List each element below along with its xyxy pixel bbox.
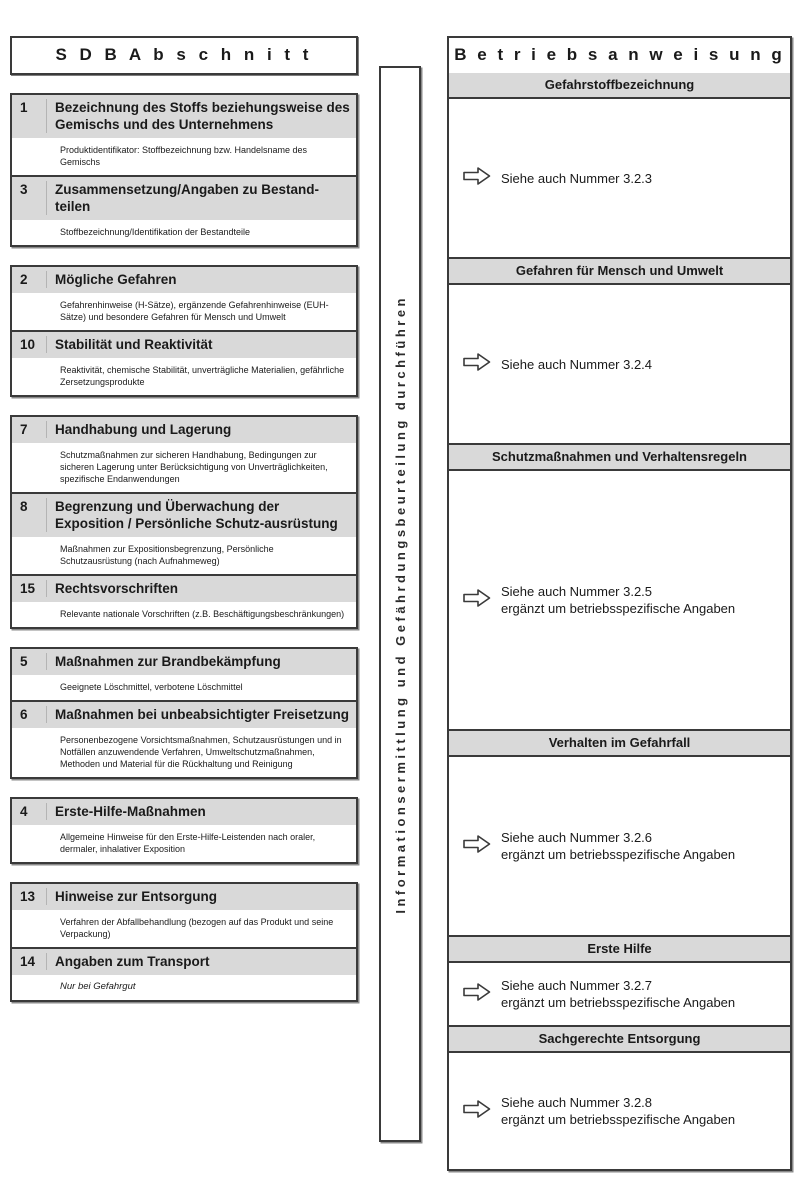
sdb-entry[interactable] — [12, 799, 356, 862]
sdb-entry-number: 5 — [18, 653, 47, 670]
ba-supplement-line: ergänzt um betriebsspezifische Angaben — [501, 601, 736, 616]
sdb-entry-title: Mögliche Gefahren — [55, 272, 177, 287]
right-arrow-icon — [463, 166, 491, 191]
ba-reference-line: Siehe auch Nummer 3.2.6 — [501, 830, 653, 845]
sdb-entry-number: 8 — [18, 498, 47, 532]
sdb-entry-number: 7 — [18, 421, 47, 438]
sdb-entry-header — [12, 177, 356, 220]
sdb-entry-description: Relevante nationale Vorschriften (z.B. Beschäftigungsbeschränkungen) — [12, 602, 356, 627]
process-flow-label: Informationsermittlung und Gefährdungsbeurteilung durchführen — [392, 294, 408, 914]
process-flow-column — [379, 66, 421, 1142]
sdb-column-title: S D B A b s c h n i t t — [10, 36, 358, 75]
process-flow-bar — [379, 66, 421, 1142]
betriebsanweisung-column — [447, 36, 792, 1181]
ba-section-text — [501, 829, 735, 863]
sdb-entry-header — [12, 649, 356, 675]
sdb-block — [10, 797, 358, 864]
ba-section-body[interactable] — [449, 285, 790, 443]
sdb-entry-number: 10 — [18, 336, 47, 353]
sdb-entry-number: 4 — [18, 803, 47, 820]
sdb-entry-header — [12, 884, 356, 910]
ba-supplement-line: ergänzt um betriebsspezifische Angaben — [501, 995, 736, 1010]
sdb-entry[interactable] — [12, 884, 356, 947]
right-arrow-icon — [463, 982, 491, 1007]
sdb-entry-title: Handhabung und Lagerung — [55, 422, 232, 437]
sdb-block — [10, 93, 358, 247]
ba-supplement-line: ergänzt um betriebsspezifische Angaben — [501, 1112, 736, 1127]
ba-section-body[interactable] — [449, 471, 790, 729]
ba-section-body[interactable] — [449, 757, 790, 935]
ba-reference-line: Siehe auch Nummer 3.2.3 — [501, 170, 653, 186]
sdb-entry-title: Rechtsvorschriften — [55, 581, 179, 596]
sdb-block — [10, 265, 358, 397]
sdb-entry-number: 2 — [18, 271, 47, 288]
sdb-entry-title: Angaben zum Transport — [55, 954, 210, 969]
sdb-entry[interactable] — [12, 330, 356, 395]
sdb-entry-description: Stoffbezeichnung/Identifikation der Bestandteile — [12, 220, 356, 245]
sdb-entry[interactable] — [12, 417, 356, 492]
sdb-block-list — [10, 93, 358, 1002]
sdb-entry[interactable] — [12, 574, 356, 627]
ba-reference-line: Siehe auch Nummer 3.2.7 — [501, 978, 653, 993]
sdb-entry-header — [12, 267, 356, 293]
ba-section-text — [501, 977, 735, 1011]
sdb-block — [10, 415, 358, 629]
sdb-entry[interactable] — [12, 649, 356, 700]
sdb-entry[interactable] — [12, 492, 356, 574]
ba-supplement-line: ergänzt um betriebsspezifische Angaben — [501, 847, 736, 862]
sdb-entry-number: 15 — [18, 580, 47, 597]
sdb-entry-description: Personenbezogene Vorsichtsmaßnahmen, Schutzausrüstungen und in Notfällen anzuwendende Verfahren, Umweltschutzmaßnahmen, Methoden und Material für die Rückhaltung und Reinigung — [12, 728, 356, 777]
ba-section-heading: Gefahrstoffbezeichnung — [449, 73, 790, 99]
right-arrow-icon — [463, 588, 491, 613]
ba-section-heading: Erste Hilfe — [449, 935, 790, 963]
sdb-entry-title: Stabilität und Reaktivität — [55, 337, 213, 352]
ba-section-text — [501, 1094, 735, 1128]
sdb-entry[interactable] — [12, 95, 356, 175]
right-arrow-icon — [463, 1099, 491, 1124]
sdb-entry-number: 14 — [18, 953, 47, 970]
ba-section-heading: Verhalten im Gefahrfall — [449, 729, 790, 757]
sdb-entry-title: Bezeichnung des Stoffs beziehungsweise des Gemischs und des Unternehmens — [55, 100, 350, 132]
ba-reference-line: Siehe auch Nummer 3.2.8 — [501, 1095, 653, 1110]
betriebsanweisung-title: B e t r i e b s a n w e i s u n g — [449, 38, 790, 73]
ba-section-heading: Schutzmaßnahmen und Verhaltensregeln — [449, 443, 790, 471]
sdb-entry-description: Nur bei Gefahrgut — [12, 975, 356, 1000]
sdb-entry-description: Schutzmaßnahmen zur sicheren Handhabung, Bedingungen zur sicheren Lagerung unter Berücksichtigung von Unverträglichkeiten, spezifische Endanwendungen — [12, 443, 356, 492]
sdb-entry-title: Maßnahmen bei unbeabsichtigter Freisetzung — [55, 707, 350, 722]
sdb-entry-title: Begrenzung und Überwachung der Exposition / Persönliche Schutz-ausrüstung — [55, 499, 338, 531]
sdb-entry[interactable] — [12, 947, 356, 1000]
ba-section-body[interactable] — [449, 99, 790, 257]
sdb-entry-description: Reaktivität, chemische Stabilität, unverträgliche Materialien, gefährliche Zersetzungsprodukte — [12, 358, 356, 395]
sdb-entry-header — [12, 417, 356, 443]
sdb-entry-header — [12, 95, 356, 138]
sdb-entry-header — [12, 702, 356, 728]
betriebsanweisung-frame — [447, 36, 792, 1171]
right-arrow-icon — [463, 834, 491, 859]
sdb-entry-number: 1 — [18, 99, 47, 133]
ba-section-text — [501, 356, 652, 373]
sdb-entry-description: Allgemeine Hinweise für den Erste-Hilfe-Leistenden nach oraler, dermaler, inhalativer Exposition — [12, 825, 356, 862]
sdb-entry-number: 13 — [18, 888, 47, 905]
sdb-entry-number: 6 — [18, 706, 47, 723]
sdb-block — [10, 647, 358, 779]
sdb-entry-description: Gefahrenhinweise (H-Sätze), ergänzende Gefahrenhinweise (EUH-Sätze) und besondere Gefahren für Mensch und Umwelt — [12, 293, 356, 330]
sdb-entry-header — [12, 949, 356, 975]
sdb-entry-title: Hinweise zur Entsorgung — [55, 889, 218, 904]
sdb-entry-description: Produktidentifikator: Stoffbezeichnung bzw. Handelsname des Gemischs — [12, 138, 356, 175]
sdb-entry-title: Maßnahmen zur Brandbekämpfung — [55, 654, 281, 669]
sdb-entry-description: Maßnahmen zur Expositionsbegrenzung, Persönliche Schutzausrüstung (nach Aufnahmeweg) — [12, 537, 356, 574]
sdb-entry-header — [12, 799, 356, 825]
sdb-entry-header — [12, 332, 356, 358]
ba-reference-line: Siehe auch Nummer 3.2.4 — [501, 356, 653, 372]
ba-section-heading: Gefahren für Mensch und Umwelt — [449, 257, 790, 285]
sdb-entry-description: Geeignete Löschmittel, verbotene Löschmittel — [12, 675, 356, 700]
sdb-entry[interactable] — [12, 700, 356, 777]
sdb-entry-header — [12, 576, 356, 602]
sdb-block — [10, 882, 358, 1002]
sdb-entry-title: Zusammensetzung/Angaben zu Bestand-teilen — [55, 182, 320, 214]
ba-reference-line: Siehe auch Nummer 3.2.5 — [501, 584, 653, 599]
sdb-entry-title: Erste-Hilfe-Maßnahmen — [55, 804, 206, 819]
ba-section-heading: Sachgerechte Entsorgung — [449, 1025, 790, 1053]
sdb-column — [10, 36, 358, 1020]
sdb-entry[interactable] — [12, 175, 356, 245]
sdb-entry-number: 3 — [18, 181, 47, 215]
ba-section-body[interactable] — [449, 963, 790, 1025]
ba-section-text — [501, 170, 652, 187]
sdb-entry-description: Verfahren der Abfallbehandlung (bezogen auf das Produkt und seine Verpackung) — [12, 910, 356, 947]
right-arrow-icon — [463, 352, 491, 377]
sdb-entry-header — [12, 494, 356, 537]
sdb-entry[interactable] — [12, 267, 356, 330]
ba-section-text — [501, 583, 735, 617]
betriebsanweisung-section-list — [449, 73, 790, 1169]
ba-section-body[interactable] — [449, 1053, 790, 1169]
